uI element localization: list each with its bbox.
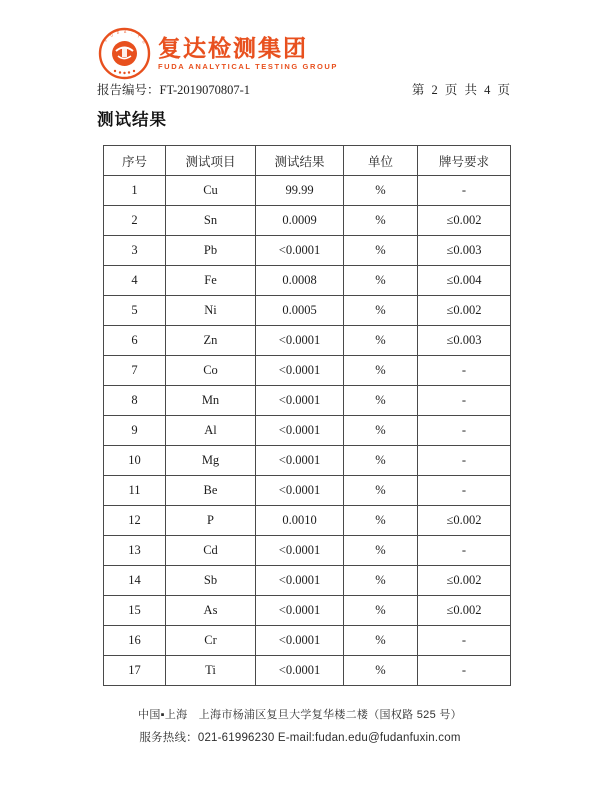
svg-text:T: T	[136, 34, 141, 39]
table-cell: Sn	[166, 206, 256, 236]
table-cell: 5	[104, 296, 166, 326]
table-cell: <0.0001	[256, 416, 344, 446]
table-cell: 15	[104, 596, 166, 626]
table-cell: ≤0.004	[418, 266, 511, 296]
table-row	[104, 326, 511, 356]
table-cell: %	[344, 656, 418, 686]
brand-name-en: FUDA ANALYTICAL TESTING GROUP	[158, 61, 339, 71]
brand-text	[158, 34, 339, 71]
table-cell: %	[344, 206, 418, 236]
table-cell: Fe	[166, 266, 256, 296]
table-cell: %	[344, 566, 418, 596]
table-cell: 4	[104, 266, 166, 296]
table-cell: %	[344, 386, 418, 416]
table-cell: Mg	[166, 446, 256, 476]
table-cell: %	[344, 176, 418, 206]
table-row	[104, 356, 511, 386]
table-cell: %	[344, 446, 418, 476]
table-cell: %	[344, 236, 418, 266]
table-cell: %	[344, 296, 418, 326]
table-cell: 7	[104, 356, 166, 386]
table-cell: <0.0001	[256, 386, 344, 416]
table-row	[104, 446, 511, 476]
footer-address: 中国▪上海 上海市杨浦区复旦大学复华楼二楼（国权路 525 号）	[138, 709, 462, 721]
brand-header	[98, 27, 338, 80]
table-cell: 14	[104, 566, 166, 596]
report-number	[97, 80, 250, 98]
table-cell: Ni	[166, 296, 256, 326]
table-row	[104, 506, 511, 536]
brand-name-cn: 复达检测集团	[158, 34, 308, 61]
table-cell: <0.0001	[256, 236, 344, 266]
table-cell: ≤0.003	[418, 326, 511, 356]
table-cell: Al	[166, 416, 256, 446]
report-meta-row	[97, 80, 512, 98]
table-cell: 3	[104, 236, 166, 266]
table-cell: -	[418, 446, 511, 476]
col-header-unit: 单位	[344, 146, 418, 176]
table-cell: 13	[104, 536, 166, 566]
svg-text:·: ·	[130, 31, 133, 36]
report-number-label: 报告编号：	[97, 83, 160, 97]
table-cell: 1	[104, 176, 166, 206]
svg-text:D: D	[116, 30, 120, 35]
table-cell: ≤0.002	[418, 506, 511, 536]
col-header-grade-req: 牌号要求	[418, 146, 511, 176]
table-cell: %	[344, 356, 418, 386]
table-cell: <0.0001	[256, 656, 344, 686]
table-row	[104, 596, 511, 626]
table-cell: 9	[104, 416, 166, 446]
table-cell: -	[418, 416, 511, 446]
table-cell: Co	[166, 356, 256, 386]
table-cell: %	[344, 326, 418, 356]
table-cell: 99.99	[256, 176, 344, 206]
table-cell: <0.0001	[256, 356, 344, 386]
table-row	[104, 626, 511, 656]
table-cell: -	[418, 656, 511, 686]
footer-contact: 服务热线：021-61996230 E-mail:fudan.edu@fudanfuxin.com	[139, 732, 461, 744]
report-number-value: FT-2019070807-1	[159, 83, 251, 97]
table-cell: Ti	[166, 656, 256, 686]
svg-text:U: U	[109, 33, 114, 38]
table-cell: 10	[104, 446, 166, 476]
page-indicator: 第 2 页 共 4 页	[411, 83, 512, 97]
table-cell: %	[344, 596, 418, 626]
company-seal-icon	[98, 27, 151, 80]
table-cell: 16	[104, 626, 166, 656]
table-cell: 0.0009	[256, 206, 344, 236]
table-cell: %	[344, 506, 418, 536]
table-cell: <0.0001	[256, 626, 344, 656]
table-row	[104, 386, 511, 416]
table-cell: <0.0001	[256, 566, 344, 596]
table-cell: %	[344, 626, 418, 656]
table-header-row	[104, 146, 511, 176]
col-header-test-result: 测试结果	[256, 146, 344, 176]
table-cell: -	[418, 476, 511, 506]
table-cell: ≤0.002	[418, 296, 511, 326]
table-cell: %	[344, 476, 418, 506]
table-cell: <0.0001	[256, 536, 344, 566]
table-cell: ≤0.002	[418, 206, 511, 236]
table-cell: 2	[104, 206, 166, 236]
table-row	[104, 566, 511, 596]
table-cell: -	[418, 356, 511, 386]
table-cell: 0.0010	[256, 506, 344, 536]
table-cell: P	[166, 506, 256, 536]
svg-text:A: A	[124, 30, 127, 34]
table-cell: 12	[104, 506, 166, 536]
svg-text:F: F	[104, 38, 109, 43]
table-cell: %	[344, 266, 418, 296]
table-cell: <0.0001	[256, 476, 344, 506]
table-row	[104, 416, 511, 446]
table-cell: <0.0001	[256, 446, 344, 476]
page-footer	[0, 706, 600, 745]
table-cell: %	[344, 536, 418, 566]
table-cell: 11	[104, 476, 166, 506]
table-cell: 17	[104, 656, 166, 686]
table-cell: 0.0005	[256, 296, 344, 326]
col-header-test-item: 测试项目	[166, 146, 256, 176]
table-cell: ≤0.002	[418, 566, 511, 596]
table-cell: Cd	[166, 536, 256, 566]
table-cell: Pb	[166, 236, 256, 266]
table-cell: Zn	[166, 326, 256, 356]
table-cell: Cr	[166, 626, 256, 656]
table-row	[104, 656, 511, 686]
table-cell: 6	[104, 326, 166, 356]
svg-text:G: G	[141, 39, 146, 45]
table-cell: 0.0008	[256, 266, 344, 296]
table-cell: -	[418, 386, 511, 416]
table-cell: %	[344, 416, 418, 446]
table-cell: <0.0001	[256, 326, 344, 356]
table-cell: -	[418, 626, 511, 656]
col-header-index: 序号	[104, 146, 166, 176]
table-row	[104, 266, 511, 296]
table-cell: ≤0.003	[418, 236, 511, 266]
section-title: 测试结果	[97, 111, 167, 129]
table-row	[104, 476, 511, 506]
results-table	[103, 145, 511, 686]
table-row	[104, 176, 511, 206]
table-cell: -	[418, 536, 511, 566]
table-row	[104, 206, 511, 236]
table-row	[104, 296, 511, 326]
table-cell: 8	[104, 386, 166, 416]
table-row	[104, 236, 511, 266]
table-cell: Mn	[166, 386, 256, 416]
table-cell: Cu	[166, 176, 256, 206]
table-row	[104, 536, 511, 566]
table-cell: -	[418, 176, 511, 206]
table-cell: <0.0001	[256, 596, 344, 626]
table-cell: As	[166, 596, 256, 626]
table-cell: Be	[166, 476, 256, 506]
table-cell: Sb	[166, 566, 256, 596]
table-cell: ≤0.002	[418, 596, 511, 626]
